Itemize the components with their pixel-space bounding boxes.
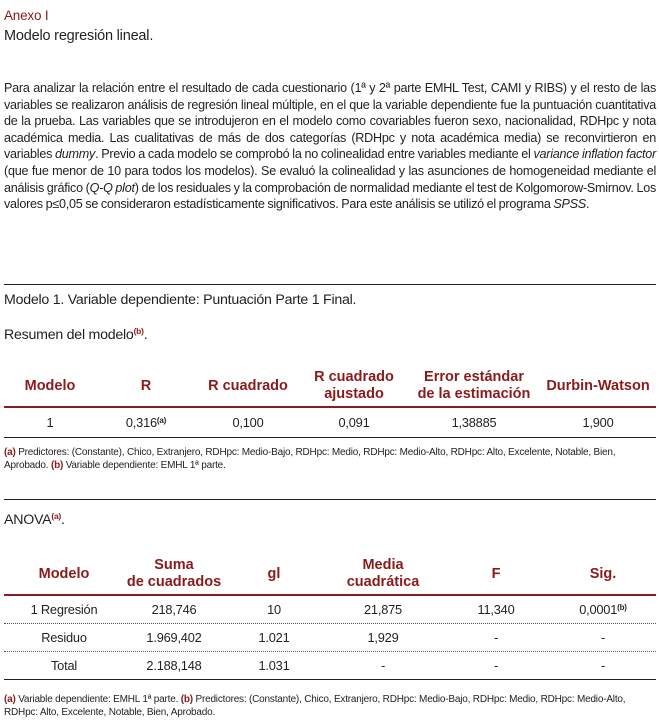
table-header (4, 554, 656, 596)
summary-title-text: Resumen del modelo (4, 327, 134, 343)
footnote-a-label: (a) (4, 694, 16, 705)
header-r-cuadrado: R cuadrado (208, 377, 288, 394)
intro-paragraph (4, 80, 656, 213)
anova-title-end: . (61, 512, 65, 528)
cell-durbin-watson: 1,900 (582, 415, 614, 430)
cell-f: 11,340 (477, 602, 515, 617)
header-media-line1: Media (362, 557, 404, 573)
cell-sig (550, 602, 656, 617)
intro-text-3: (que fue menor de 10 para todos los modelos). Se evaluó la colinealidad y las asunciones de homogeneidad mediante el análisis gráfico ( (4, 163, 656, 195)
footnote-b-text: Predictores: (Constante), Chico, Extranjero, RDHpc: Medio-Bajo, RDHpc: Medio, RDHpc: Medio-Alto, RDHpc: Alto, Excelente, Notable, Bien, Aprobado. (4, 694, 626, 719)
cell-gl: 10 (267, 602, 281, 617)
header-suma-line2: de cuadrados (126, 574, 222, 590)
annex-title: Modelo regresión lineal. (4, 28, 154, 44)
cell-r-value: 0,316 (125, 415, 157, 430)
footnote-a-label: (a) (4, 447, 16, 458)
cell-media: 1,929 (367, 630, 399, 645)
table-row (4, 624, 656, 652)
anova-title (4, 511, 65, 528)
anova-footnote (4, 693, 656, 720)
cell-r (96, 415, 196, 430)
header-r-cuadrado-ajustado (300, 369, 408, 403)
footnote-b-label: (b) (50, 460, 64, 472)
header-media-line2: cuadrática (346, 574, 420, 590)
footnote-b-label: (b) (180, 694, 193, 705)
table-row (4, 596, 656, 624)
annex-label: Anexo I (4, 8, 49, 23)
table-row (4, 408, 656, 438)
intro-vif: variance inflation factor (533, 147, 656, 162)
cell-suma: 2.188,148 (146, 658, 202, 673)
section-divider (4, 499, 656, 500)
cell-sig: - (600, 658, 606, 673)
intro-dummy: dummy (55, 147, 96, 162)
footnote-a-text: Variable dependiente: EMHL 1ª parte. (15, 694, 181, 705)
header-err-line1: Error estándar (424, 369, 524, 385)
model-summary-table (4, 366, 656, 438)
cell-modelo: Residuo (41, 630, 87, 645)
header-gl: gl (267, 565, 281, 582)
table-row (4, 652, 656, 680)
model-title: Modelo 1. Variable dependiente: Puntuación Parte 1 Final. (4, 292, 357, 308)
header-err-line2: de la estimación (417, 386, 531, 402)
anova-title-marker: (a) (51, 511, 62, 521)
cell-r2adj: 0,091 (338, 415, 370, 430)
intro-spss: SPSS (553, 197, 586, 212)
header-r2adj-line1: R cuadrado (314, 369, 394, 385)
cell-f: - (493, 630, 499, 645)
footnote-a-text: Predictores: (Constante), Chico, Extranjero, RDHpc: Medio-Bajo, RDHpc: Medio, RDHpc: Medio-Alto, RDHpc: Alto, Excelente, Notable, Bien, Aprobado. (4, 447, 616, 472)
section-divider (4, 284, 656, 285)
anova-title-text: ANOVA (4, 512, 52, 528)
cell-error: 1,38885 (451, 415, 497, 430)
header-modelo: Modelo (38, 565, 90, 582)
header-durbin-watson: Durbin-Watson (546, 377, 650, 394)
cell-modelo: Total (50, 658, 78, 673)
intro-text-1: Para analizar la relación entre el resultado de cada cuestionario (1ª y 2ª parte EMHL Test, CAMI y RIBS) y el resto de las variables se realizaron análisis de regresión lineal múltiple, en el que la variable dependiente fue la puntuación cuantitativa de la prueba. Las variables que se introdujeron en el modelo como covariables fueron sexo, nacionalidad, RDHpc y nota académica media. Las cualitativas de más de dos categorías (RDHpc y nota académica media) se reconvirtieron en variables (4, 81, 656, 162)
header-media-cuadratica (324, 557, 442, 591)
intro-text-4: ) de los residuales y la comprobación de normalidad mediante el test de Kolgomorow-Smirnov. Los valores p≤0,05 se consideraron estadísticamente significativos. Para este análisis se utilizó el programa (4, 180, 656, 212)
footnote-b-text: Variable dependiente: EMHL 1ª parte. (63, 460, 226, 472)
intro-text-2: . Previo a cada modelo se comprobó la no colinealidad entre variables mediante el (95, 147, 534, 162)
cell-suma: 1.969,402 (146, 630, 202, 645)
cell-sig: - (600, 630, 606, 645)
header-suma-line1: Suma (154, 557, 194, 573)
header-r2adj-line2: ajustado (324, 386, 384, 402)
cell-modelo: 1 (46, 415, 54, 430)
header-sig: Sig. (589, 565, 617, 582)
cell-sig-marker: (b) (617, 603, 627, 612)
anova-table (4, 554, 656, 680)
header-f: F (491, 565, 501, 582)
cell-suma: 218,746 (151, 602, 197, 617)
header-error-estandar (408, 369, 540, 403)
summary-title-end: . (143, 327, 148, 343)
cell-sig-value: 0,0001 (579, 602, 618, 617)
summary-footnote (4, 446, 656, 473)
cell-gl: 1.021 (258, 630, 290, 645)
table-header (4, 366, 656, 408)
summary-title-marker: (b) (133, 326, 144, 336)
cell-r-marker: (a) (156, 416, 167, 425)
cell-f: - (493, 658, 499, 673)
cell-media: 21,875 (364, 602, 402, 617)
intro-qq: Q-Q plot (89, 180, 135, 195)
header-modelo: Modelo (24, 377, 76, 394)
cell-media: - (380, 658, 386, 673)
cell-modelo: 1 Regresión (30, 602, 98, 617)
cell-r2: 0,100 (232, 415, 264, 430)
cell-gl: 1.031 (258, 658, 290, 673)
header-suma-cuadrados (124, 557, 224, 591)
header-r: R (140, 377, 152, 394)
summary-title (4, 326, 147, 343)
intro-text-5: . (585, 197, 590, 212)
